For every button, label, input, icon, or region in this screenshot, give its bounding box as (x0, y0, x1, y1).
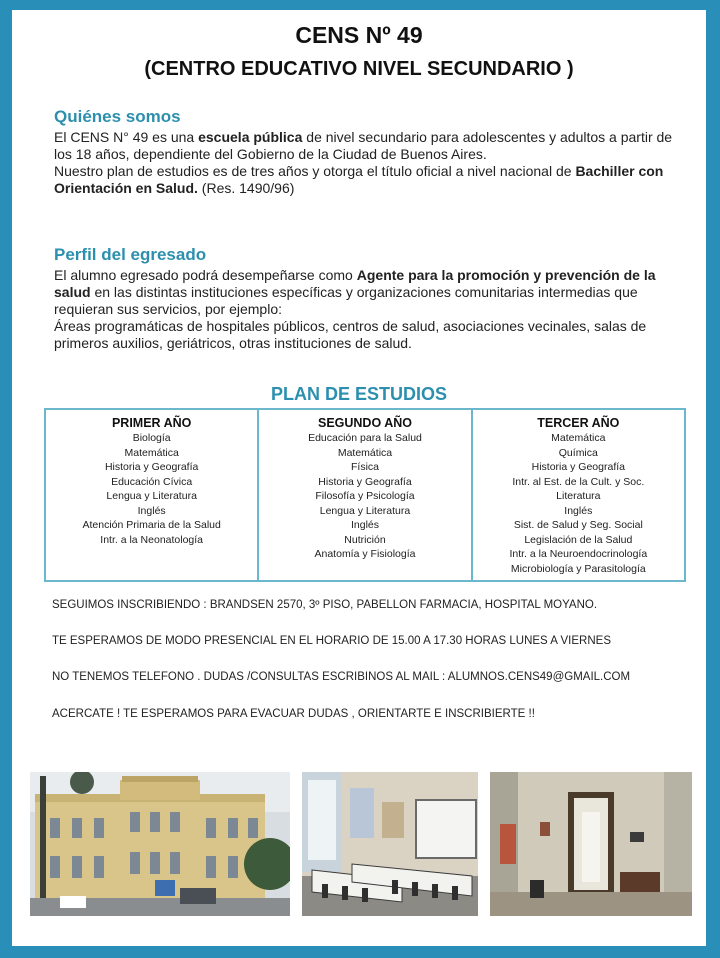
classroom-photo (302, 772, 478, 916)
subject: Inglés (564, 504, 593, 517)
text-span: en las distintas instituciones específicas y organizaciones comunitarias intermedias que requieran sus servicios, por ejemplo: (54, 284, 638, 317)
plan-column-year-2 (259, 410, 472, 580)
bold-span: Bachiller con Orientación en Salud. (54, 163, 664, 196)
subject: Legislación de la Salud (524, 533, 633, 546)
page-title: CENS Nº 49 (295, 22, 423, 48)
perfil-paragraph-1 (54, 267, 684, 318)
text-span: El CENS N° 49 es una (54, 129, 199, 145)
bold-span: escuela pública (198, 129, 303, 145)
info-contact: NO TENEMOS TELEFONO . DUDAS /CONSULTAS ESCRIBINOS AL MAIL : ALUMNOS.CENS49@GMAIL.COM (52, 671, 631, 683)
subject: Historia y Geografía (318, 475, 412, 488)
info-address: SEGUIMOS INSCRIBIENDO : BRANDSEN 2570, 3º PISO, PABELLON FARMACIA, HOSPITAL MOYANO. (52, 599, 598, 611)
subject: Física (350, 461, 379, 473)
plan-column-year-1 (46, 410, 259, 580)
section-heading-perfil: Perfil del egresado (54, 245, 207, 264)
subject: Filosofía y Psicología (315, 490, 415, 502)
section-heading-quienes: Quiénes somos (54, 107, 181, 126)
subject: Anatomía y Fisiología (314, 548, 416, 560)
subject: Microbiología y Parasitología (510, 562, 646, 575)
quienes-paragraph-2 (54, 163, 684, 197)
section-quienes-body (54, 129, 684, 197)
subject: Historia y Geografía (531, 461, 625, 473)
subject: Intr. a la Neuroendocrinología (509, 548, 648, 560)
subject: Intr. a la Neonatología (100, 533, 204, 546)
flyer-sheet (12, 10, 706, 946)
text-span: El alumno egresado podrá desempeñarse como (54, 267, 357, 283)
subject: Matemática (337, 446, 393, 459)
subject: Biología (132, 432, 171, 444)
plan-column-title: SEGUNDO AÑO (317, 416, 412, 430)
plan-column-title: TERCER AÑO (537, 416, 620, 430)
info-schedule: TE ESPERAMOS DE MODO PRESENCIAL EN EL HORARIO DE 15.00 A 17.30 HORAS LUNES A VIERNES (52, 635, 612, 647)
subject: Lengua y Literatura (106, 490, 197, 502)
subject: Matemática (124, 446, 179, 459)
plan-table (44, 408, 686, 582)
subject: Sist. de Salud y Seg. Social (513, 519, 643, 531)
subject: Atención Primaria de la Salud (82, 519, 221, 531)
subject: Intr. al Est. de la Cult. y Soc. (512, 475, 645, 488)
bold-span: Agente para la promoción y prevención de la salud (54, 267, 656, 300)
text-span: (Res. 1490/96) (197, 180, 295, 196)
building-photo (30, 772, 290, 916)
subject: Inglés (137, 504, 166, 517)
info-invitation: ACERCATE ! TE ESPERAMOS PARA EVACUAR DUDAS , ORIENTARTE E INSCRIBIERTE !! (52, 708, 535, 720)
perfil-paragraph-2: Áreas programáticas de hospitales públicos, centros de salud, asociaciones vecinales, salas de primeros auxilios, geriátricos, otras instituciones de salud. (54, 318, 647, 351)
hallway-photo (490, 772, 692, 916)
subject: Educación Cívica (111, 475, 193, 488)
plan-heading: PLAN DE ESTUDIOS (270, 384, 448, 404)
subject: Literatura (556, 490, 601, 502)
section-perfil-body (54, 267, 684, 352)
subject: Química (558, 446, 598, 459)
subject: Matemática (551, 432, 606, 444)
subject: Nutrición (344, 533, 386, 546)
subject: Educación para la Salud (308, 432, 422, 444)
text-span: Nuestro plan de estudios es de tres años y otorga el título oficial a nivel nacional de (54, 163, 576, 179)
subject: Inglés (350, 519, 379, 531)
plan-column-title: PRIMER AÑO (111, 416, 192, 430)
subject: Historia y Geografía (104, 461, 199, 473)
page-subtitle: (CENTRO EDUCATIVO NIVEL SECUNDARIO ) (144, 58, 574, 80)
plan-column-year-3 (473, 410, 684, 580)
text-span: de nivel secundario para adolescentes y adultos a partir de los 18 años, dependiente del Gobierno de la Ciudad de Buenos Aires. (54, 129, 673, 162)
subject: Lengua y Literatura (319, 504, 411, 517)
quienes-paragraph-1 (54, 129, 684, 163)
